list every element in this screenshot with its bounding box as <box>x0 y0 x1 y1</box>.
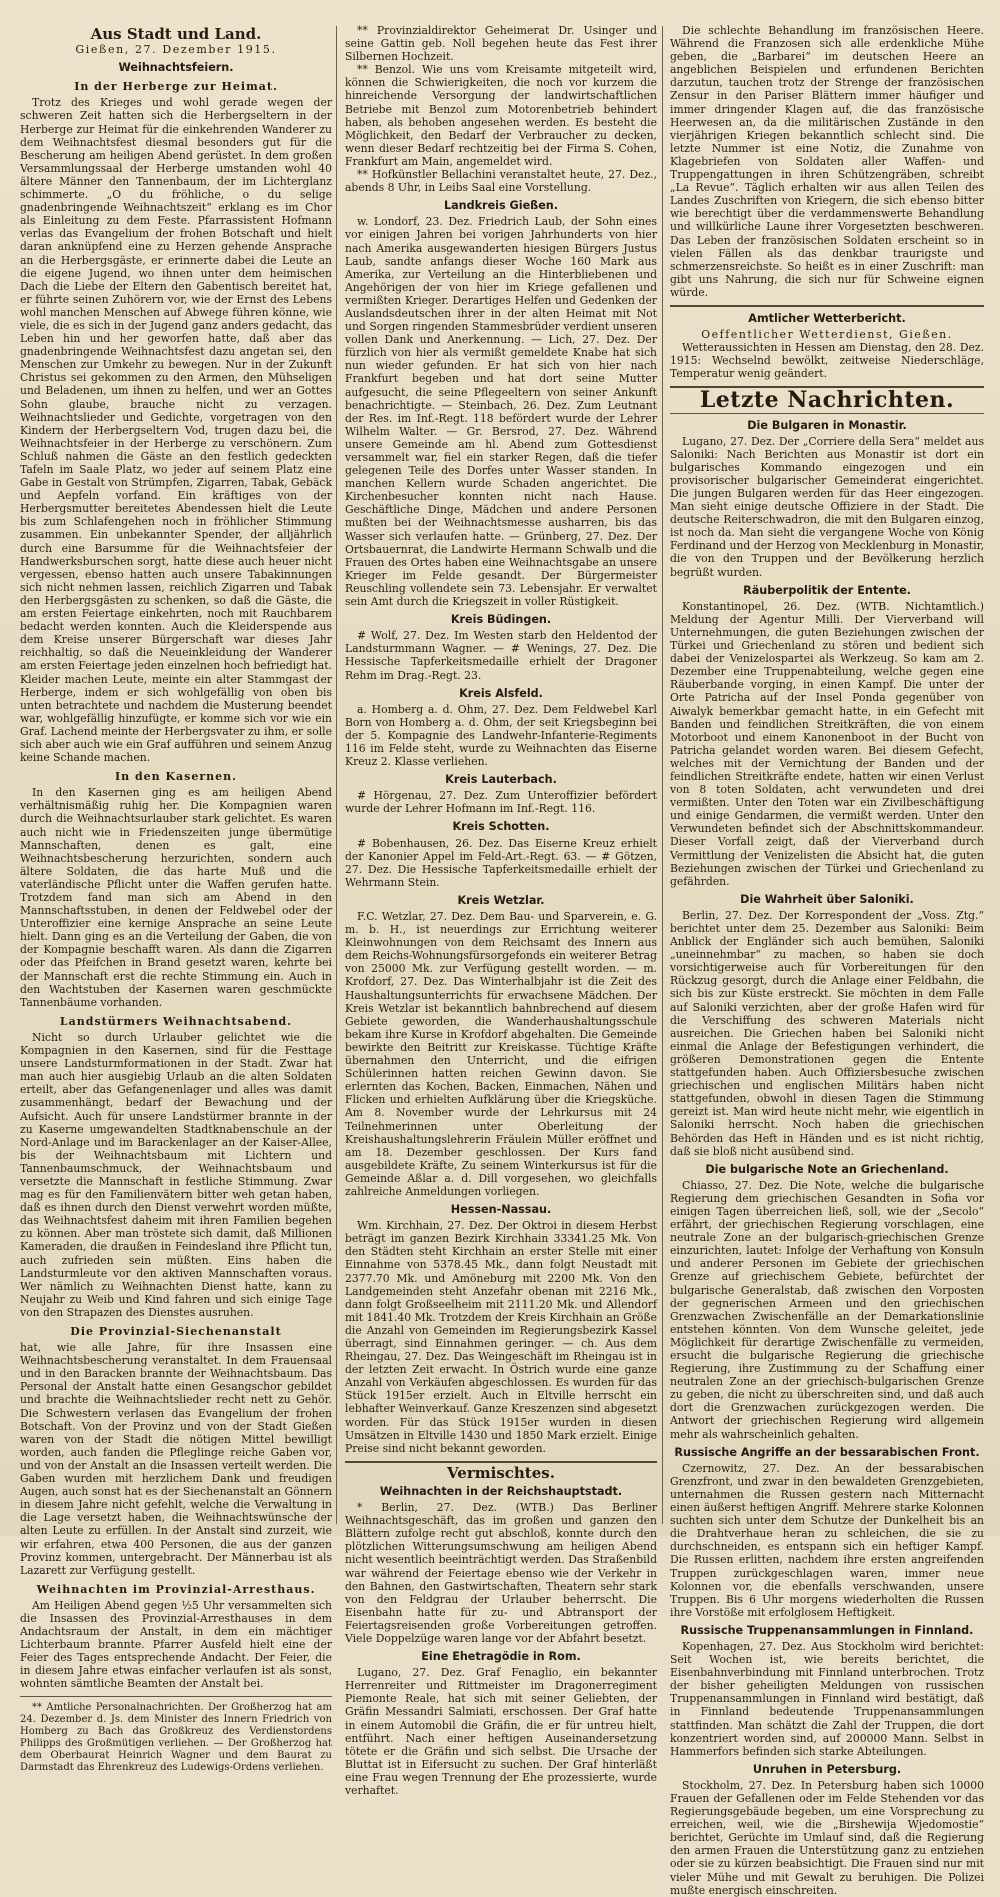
article-body: Stockholm, 27. Dez. In Petersburg haben sich 10000 Frauen der Gefallenen oder im Felde Stehenden vor das Regierungsgebäude begeben, um eine Vorsprechung zu erreichen, weil, wie die „Birshewija Wjedomostie“ berichtet, Gerüchte im Umlauf sind, daß die Regierung den armen Frauen die Unterstützung ganz zu entziehen oder sie zu kürzen beabsichtigt. Die Frauen sind nur mit vieler Mühe und mit Gewalt zu beruhigen. Die Polizei mußte energisch einschreiten. <box>670 1778 984 1897</box>
article-body: hat, wie alle Jahre, für ihre Insassen eine Weihnachtsbescherung veranstaltet. In dem Frauensaal und in den Baracken brannte der Weihnachtsbaum. Das Personal der Anstalt hatte einen Gesangschor gebildet und brachte die Weihnachtslieder recht nett zu Gehör. Die Schwestern verlasen das Evangelium der frohen Botschaft. Von der Provinz und von der Stadt Gießen waren von der Stadt die nötigen Mittel bewilligt worden, auch fanden die Pfleglinge reiche Gaben vor, und von der Anstalt an die Insassen verteilt werden. Die Gaben wurden mit herzlichem Dank und freudigen Augen, auch sonst hat es der Siechenanstalt an Gönnern in diesem Jahre nicht gefehlt, welche die Verwaltung in die Lage versetzt haben, die Weihnachtswünsche der alten Leute zu erfüllen. In der Anstalt sind zurzeit, wie wir erfahren, etwa 400 Personen, die aus der ganzen Provinz kommen, untergebracht. Der Männerbau ist als Lazarett zur Verfügung gestellt. <box>20 1341 332 1577</box>
article-body: # Hörgenau, 27. Dez. Zum Unteroffizier befördert wurde der Lehrer Hofmann im Inf.-Regt. 116. <box>345 789 657 816</box>
news-item: ** Provinzialdirektor Geheimerat Dr. Usinger und seine Gattin geb. Noll begehen heute das Fest ihrer Silbernen Hochzeit. <box>345 24 657 64</box>
section-heading: Vermischtes. <box>447 1463 555 1482</box>
article-body: a. Homberg a. d. Ohm, 27. Dez. Dem Feldwebel Karl Born von Homberg a. d. Ohm, der seit Kriegsbeginn bei der 5. Kompagnie des Landwehr-Infanterie-Regiments 116 im Felde steht, wurde zu Weihnachten das Eiserne Kreuz 2. Klasse verliehen. <box>345 702 657 769</box>
article-heading: Eine Ehetragödie in Rom. <box>421 1650 581 1664</box>
district-heading: Kreis Alsfeld. <box>459 686 543 700</box>
column-2 <box>345 24 657 1797</box>
article-heading: Unruhen in Petersburg. <box>752 1762 902 1776</box>
divider <box>670 305 984 307</box>
news-item: ** Hofkünstler Bellachini veranstaltet heute, 27. Dez., abends 8 Uhr, in Leibs Saal eine Vorstellung. <box>345 168 657 195</box>
article-heading: Die Provinzial-Siechenanstalt <box>70 1325 282 1338</box>
article-body: Lugano, 27. Dez. Der „Corriere della Sera“ meldet aus Saloniki: Nach Berichten aus Monastir ist dort ein bulgarisches Kommando eingezogen und ein provisorischer bulgarischer Gemeinderat eingerichtet. Die jungen Bulgaren werden für das Heer eingezogen. Man sieht einige deutsche Offiziere in der Stadt. Die deutsche Reiterschwadron, die mit den Bulgaren einzog, ist noch da. Man sieht die vergangene Woche von König Ferdinand und der Herzog von Mecklenburg in Monastir, die von den Truppen und der Bevölkerung herzlich begrüßt wurden. <box>670 434 984 579</box>
district-heading: Landkreis Gießen. <box>443 199 559 213</box>
article-heading: In den Kasernen. <box>115 770 237 784</box>
article-heading: Die bulgarische Note an Griechenland. <box>705 1162 949 1176</box>
article-body: # Bobenhausen, 26. Dez. Das Eiserne Kreuz erhielt der Kanonier Appel im Feld-Art.-Regt. 63. — # Götzen, 27. Dez. Die Hessische Tapferkeitsmedaille erhielt der Wehrmann Stein. <box>345 836 657 889</box>
divider <box>345 1461 657 1463</box>
district-heading: Kreis Büdingen. <box>450 613 552 627</box>
column-3 <box>670 24 984 1897</box>
article-body: Chiasso, 27. Dez. Die Note, welche die bulgarische Regierung dem griechischen Gesandten in Sofia vor einigen Tagen überreichen ließ, soll, wie der „Secolo“ erfährt, der griechischen Regierung vorschlagen, eine neutrale Zone an der bulgarisch-griechischen Grenze einzurichten, lautet: Infolge der Verhaftung von Konsuln und anderer Personen im Gebiete der griechischen Grenze auf griechischem Gebiete, befürchtet der bulgarische Generalstab, daß zwischen den Vorposten der gegnerischen Armeen und den griechischen Grenzwachen Zwischenfälle an der Demarkationslinie entstehen könnten. Von dem Wunsche geleitet, jede Möglichkeit für derartige Zwischenfälle zu vermeiden, ersucht die bulgarische Regierung die griechische Regierung, ihre Zustimmung zu der Schaffung einer neutralen Zone an der griechisch-bulgarischen Grenze zu geben, die nicht zu überschreiten sind, und daß auch dort die Grenzwachen zurückgezogen werden. Die Antwort der griechischen Regierung wird allgemein mehr als wahrscheinlich gehalten. <box>670 1178 984 1441</box>
weather-subtitle: Oeffentlicher Wetterdienst, Gießen. <box>701 328 953 342</box>
dateline: Gießen, 27. Dezember 1915. <box>75 43 277 57</box>
personal-news: ** Amtliche Personalnachrichten. Der Großherzog hat am 24. Dezember d. Js. dem Minister des Innern Friedrich von Homberg zu Bach das Großkreuz des Verdienstordens Philipps des Großmütigen verliehen. — Der Großherzog hat dem Oberbaurat Heinrich Wagner und dem Baurat zu Darmstadt das Ehrenkreuz des Ludewigs-Ordens verliehen. <box>20 1701 332 1773</box>
article-body: * Berlin, 27. Dez. (WTB.) Das Berliner Weihnachtsgeschäft, das im großen und ganzen den Blättern zufolge recht gut abschloß, konnte durch den plötzlichen Witterungsumschwung am heiligen Abend nicht wesentlich beeinträchtigt werden. Das Straßenbild war während der Feiertage ebenso wie der Verkehr in den Bahnen, den Gastwirtschaften, Theatern sehr stark von den Feldgrau der Urlauber beherrscht. Die Eisenbahn hatte für zu- und Abtransport der Feiertagsreisenden große Vorbereitungen getroffen. Viele Doppelzüge waren lange vor der Abfahrt besetzt. <box>345 1501 657 1645</box>
district-heading: Kreis Schotten. <box>452 820 550 834</box>
article-body: Trotz des Krieges und wohl gerade wegen der schweren Zeit hatten sich die Herbergseltern in der Herberge zur Heimat für die einkehrenden Wanderer zu dem Weihnachtsfest diesmal besonders gut für die Bescherung am heiligen Abend gerüstet. In dem großen Versammlungssaal der Herberge umstanden wohl 40 ältere Männer den Tannenbaum, der im Lichterglanz schimmerte. „O du fröhliche, o du selige gnadenbringende Weihnachtszeit“ erklang es im Chor als Einleitung zu dem Feste. Pfarrassistent Hofmann verlas das Evangelium der frohen Botschaft und hielt daran anknüpfend eine zu Herzen gehende Ansprache an die Herbergsgäste, er erinnerte dabei die Leute an die eigene Jugend, wo ihnen unter dem heimischen Dach die Liebe der Eltern den Gabentisch bereitet hat, er führte seinen Zuhörern vor, wie der Ernst des Lebens wohl manchen Menschen auf Abwege führen könne, wie viele, die es sich in der Jugend ganz anders gedacht, das Leben hin und her geworfen hatte, daß aber das gnadenbringende Weihnachtsfest dazu angetan sei, den Menschen zur Umkehr zu bewegen. Nur in der Zukunft Christus sei gekommen zu den Armen, den Mühseligen und Beladenen, um ihnen zu helfen, und wer an Gottes Sohn glaube, brauche nicht zu verzagen. Weihnachtslieder und Gedichte, vorgetragen von den Kindern der Herbergseltern Vod, trugen dazu bei, die Weihnachtsfeier in der Herberge zu verschönern. Zum Schluß nahmen die Gäste an den festlich gedeckten Tafeln im Saale Platz, wo jeder auf seinem Platz eine Gabe in Gestalt von Strümpfen, Zigarren, Tabak, Gebäck und Aepfeln vorfand. Ein kräftiges von der Herbergsmutter bereitetes Abendessen hielt die Leute bis zum Schlafengehen noch in fröhlicher Stimmung zusammen. Ein unbekannter Spender, der alljährlich durch eine Barsumme für die Weihnachtsfeier der Handwerksburschen sorgt, hatte diese auch heuer nicht vergessen, ebenso hatten auch unsere Tabakinnungen sich nicht nehmen lassen, reichlich Zigarren und Tabak den Herbergsgästen zu schenken, so daß die Gäste, die am ersten Feiertage einkehrten, noch mit Rauchbarem bedacht werden konnten. Auch die Kleiderspende aus dem Kreise unserer Bürgerschaft war dieses Jahr reichhaltig, so daß die Neueinkleidung der Wanderer am ersten Feiertage jeden einzelnen hoch befriedigt hat. Kleider machen Leute, meinte ein alter Stammgast der Herberge, indem er sich wohlgefällig von oben bis unten betrachtete und nachdem die Musterung beendet war, wohlgefällig hinzufügte, er komme sich vor wie ein Graf. Lachend meinte der Herbergsvater zu ihm, er solle sich aber auch wie ein Graf aufführen und seinem Anzug keine Schande machen. <box>20 96 332 765</box>
article-body: Berlin, 27. Dez. Der Korrespondent der „Voss. Ztg.“ berichtet unter dem 25. Dezember aus Saloniki: Beim Anblick der Engländer sich auch bemühen, Saloniki „uneinnehmbar“ zu machen, so haben sie doch vorsichtigerweise auch für Vorbereitungen für den Rückzug gesorgt, durch die Anlage einer Feldbahn, die sich bis zur Küste erstreckt. Sie möchten in dem Falle auf Saloniki verzichten, aber der große Hafen wird für die Verschiffung des schweren Materials nicht ausreichen. Die Griechen haben bei Saloniki nicht einmal die Anlage der Befestigungen verhindert, die größeren Demonstrationen gegen die Entente stattgefunden haben. Auch Offiziersbesuche zwischen griechischen und englischen Militärs haben nicht stattgefunden, obwohl in diesen Tagen die Stimmung gereizt ist. Man wird heute nicht mehr, wie eigentlich in Saloniki herrscht. Noch haben die griechischen Behörden das Heft in Händen und es ist nicht richtig, daß sie bloß nicht ausübend sind. <box>670 908 984 1158</box>
article-body: Nicht so durch Urlauber gelichtet wie die Kompagnien in den Kasernen, sind für die Festtage unsere Landsturmformationen in der Stadt. Zwar hat man auch hier ausgiebig Urlaub an die alten Soldaten erteilt, aber das Gefangenenlager und alles was damit zusammenhängt, bedarf der Bewachung und der Aufsicht. Auch für unsere Landstürmer brannte in der zu Kaserne umgewandelten Stadtknabenschule an der Nord-Anlage und im Barackenlager an der Kaiser-Allee, bis der Weihnachtsbaum mit Lichtern und Tannenbaumschmuck, der Weihnachtsbaum und versetzte die Mannschaft in festliche Stimmung. Zwar mag es für den Familienvätern bitter weh getan haben, daß es ihnen durch den Dienst verwehrt worden müßte, das Weihnachtsfest daheim mit ihren Familien begehen zu können. Aber man tröstete sich damit, daß Millionen Kameraden, die draußen in Feindesland ihre Pflicht tun, auch zufrieden sein müßten. Eins haben die Landsturmleute vor den aktiven Mannschaften voraus. Wer nämlich zu Weihnachten Dienst hatte, kann zu Neujahr zu Weib und Kind fahren und sich einige Tage von den Strapazen des Dienstes ausruhen. <box>20 1030 332 1319</box>
article-body: Konstantinopel, 26. Dez. (WTB. Nichtamtlich.) Meldung der Agentur Milli. Der Vierverband will Unternehmungen, die guten Beziehungen zwischen der Türkei und Griechenland zu stören und bedient sich dabei der Venizelospartei als Werkzeug. So kam am 2. Dezember eine Truppenabteilung, welche gegen eine Räuberbande vorging, in einen Kampf. Die unter der Orte Patricha auf der Insel Ponda gegenüber von Aiwalyk bemerkbar gemacht hatte, in ein Gefecht mit Banden und feindlichen Streitkräften, die von einem Motorboot und einem Kanonenboot in der Bucht von Patricha gelandet worden waren. Bei diesem Gefecht, welches mit der Vernichtung der Banden und der feindlichen Streitkräfte endete, hatten wir einen Verlust von 8 toten Soldaten, acht verwundeten und drei vermißten. Unter den Toten war ein Zivilbeschäftigung und einige Gendarmen, die vermißt werden. Unter den Verwundeten befindet sich der Abschnittskommandeur. Dieser Vorfall zeigt, daß der Vierverband durch Vermittlung der Venizelisten die Absicht hat, die guten Beziehungen zwischen der Türkei und Griechenland zu gefährden. <box>670 599 984 888</box>
article-body: In den Kasernen ging es am heiligen Abend verhältnismäßig ruhig her. Die Kompagnien waren durch die Weihnachtsurlauber stark gelichtet. Es waren auch nicht wie in Friedenszeiten junge übermütige Mannschaften, denen es galt, eine Weihnachtsbescherung herzurichten, sondern auch ältere Soldaten, die das harte Muß und die vaterländische Pflicht unter die Waffen gerufen hatte. Trotzdem fand man sich am Abend in den Mannschaftsstuben, in denen der Feldwebel oder der Unteroffizier eine kernige Ansprache an seine Leute hielt. Dann ging es an die Verteilung der Gaben, die von der Kompagnie beschafft waren. Als dann die Zigarren oder das Pfeifchen in Brand gesetzt waren, kehrte bei der Mannschaft erst die rechte Stimmung ein. Auch in den Wachtstuben der Kasernen waren geschmückte Tannenbäume vorhanden. <box>20 786 332 1009</box>
article-body: Kopenhagen, 27. Dez. Aus Stockholm wird berichtet: Seit Wochen ist, wie bereits berichtet, die Eisenbahnverbindung mit Finnland unterbrochen. Trotz der bisher geheiligten Meldungen von russischen Truppenansammlungen in Finnland wird bestätigt, daß in Finnland bedeutende Truppenansammlungen stattfinden. Man schätzt die Zahl der Truppen, die dort konzentriert worden sind, auf 200000 Mann. Selbst in Hammerfors befinden sich starke Abteilungen. <box>670 1639 984 1758</box>
article-heading: Landstürmers Weihnachtsabend. <box>59 1014 293 1028</box>
district-heading: Kreis Lauterbach. <box>445 773 557 787</box>
news-item: ** Benzol. Wie uns vom Kreisamte mitgeteilt wird, können die Schwierigkeiten, die noch vor kurzem die hinreichende Versorgung der landwirtschaftlichen Betriebe mit Benzol zum Motorenbetrieb behindert haben, als behoben angesehen werden. Es besteht die Möglichkeit, den Bedarf der Verbraucher zu decken, wenn dieser Bedarf rechtzeitig bei der Firma S. Cohen, Frankfurt am Main, angemeldet wird. <box>345 63 657 168</box>
weather-text: Wetteraussichten in Hessen am Dienstag, den 28. Dez. 1915: Wechselnd bewölkt, zeitweise Niederschläge, Temperatur wenig geändert. <box>670 341 984 381</box>
article-heading: Die Wahrheit über Saloniki. <box>740 892 914 906</box>
article-body: Czernowitz, 27. Dez. An der bessarabischen Grenzfront, und zwar in den bewaldeten Grenzgebieten, unternahmen die Russen gestern nach Mitternacht einen äußerst heftigen Angriff. Mehrere starke Kolonnen suchten sich unter dem Schutze der Dunkelheit bis an die Drahtverhaue heran zu schleichen, die sie zu durchschneiden, es entspann sich ein heftiger Kampf. Die Russen erlitten, nachdem ihre ersten angreifenden Truppen zurückgeschlagen waren, immer neue Kolonnen vor, die ebenfalls verschwanden, unsere Truppen. Bis 6 Uhr morgens wiederholten die Russen ihre Vorstöße mit erfolglosem Heftigkeit. <box>670 1461 984 1619</box>
article-body: w. Londorf, 23. Dez. Friedrich Laub, der Sohn eines vor einigen Jahren bei vorigen Jahrhunderts von hier nach Amerika ausgewanderten hiesigen Bürgers Justus Laub, sandte anfangs dieser Woche 160 Mark aus Amerika, zur Verteilung an die Hinterbliebenen und Angehörigen der von hier im Kriege gefallenen und vermißten Krieger. Derartiges Helfen und Gedenken der Auslandsdeutschen ihrer in der alten Heimat mit Not und Sorgen ringenden Stammesbrüder verdient unseren vollen Dank und Anerkennung. — Lich, 27. Dez. Der fürzlich von hier als vermißt gemeldete Knabe hat sich nun wieder gefunden. Er hat sich von hier nach Frankfurt begeben und hat dort seine Mutter aufgesucht, die seine Pflegeeltern von seiner Ankunft benachrichtigte. — Steinbach, 26. Dez. Zum Leutnant der Res. im Inf.-Regt. 118 befördert wurde der Lehrer Wilhelm Walter. — Gr. Bersrod, 27. Dez. Während unsere Gemeinde am hl. Abend zum Gottesdienst versammelt war, fiel ein starker Regen, daß die tiefer gelegenen Teile des Dorfes unter Wasser standen. In manchen Kellern wurde Schaden angerichtet. Die Kirchenbesucher konnten nicht nach Hause. Geschäftliche Dinge, Mädchen und andere Personen mußten bei der Weihnachtsmesse ausharren, bis das Wasser sich verlaufen hatte. — Grünberg, 27. Dez. Der Ortsbauernrat, die Landwirte Hermann Schwalb und die Frauen des Ortes haben eine Weihnachtsgabe an unsere Krieger im Felde gesandt. Der Bürgermeister Reuschling vollendete sein 73. Lebensjahr. Er verwaltet sein Amt durch die Kriegszeit in voller Rüstigkeit. <box>345 215 657 609</box>
district-heading: Kreis Wetzlar. <box>457 893 545 907</box>
article-body: Lugano, 27. Dez. Graf Fenaglio, ein bekannter Herrenreiter und Rittmeister im Dragonerregiment Piemonte Reale, hat sich mit seiner Geliebten, der Gräfin Messandri Salmiati, erschossen. Der Graf hatte in einem Automobil die Gräfin, die er für untreu hielt, entführt. Nach einer heftigen Auseinandersetzung tötete er die Gräfin und sich selbst. Die Ursache der Bluttat ist in Eifersucht zu suchen. Der Graf hinterläßt eine Frau wegen Trennung der Ehe prozessierte, wurde verhaftet. <box>345 1666 657 1797</box>
article-heading: Räuberpolitik der Entente. <box>743 583 911 597</box>
district-heading: Hessen-Nassau. <box>450 1203 552 1217</box>
article-heading: Die Bulgaren in Monastir. <box>747 418 907 432</box>
article-body: Wm. Kirchhain, 27. Dez. Der Oktroi in diesem Herbst beträgt im ganzen Bezirk Kirchhain 33341.25 Mk. Von den Städten steht Kirchhain an erster Stelle mit einer Einnahme von 5378.45 Mk., dann folgt Neustadt mit 2377.70 Mk. und Amöneburg mit 2200 Mk. Von den Landgemeinden steht Anzefahr obenan mit 2216 Mk., dann folgt Großseelheim mit 2111.20 Mk. und Allendorf mit 1841.40 Mk. Trotzdem der Kreis Kirchhain an Größe die Anzahl von Gemeinden im Regierungsbezirk Kassel überragt, sind Einnahmen geringer. — ch. Aus dem Rheingau, 27. Dez. Das Weingeschäft im Rheingau ist in der letzten Zeit erwacht. In Östrich wurde eine ganze Anzahl von Verkäufen abgeschlossen. Es wurden für das Stück 1915er erzielt. Auch in Eltville herrscht ein lebhafter Weinverkauf. Ganze Kreszenzen sind abgesetzt worden. Für das Stück 1915er wurden in diesen Umsätzen in Eltville 1430 und 1850 Mark erzielt. Einige Preise sind nicht bekannt geworden. <box>345 1219 657 1455</box>
column-divider <box>662 26 663 1524</box>
article-body: # Wolf, 27. Dez. Im Westen starb den Heldentod der Landsturmmann Wagner. — # Wenings, 27. Dez. Die Hessische Tapferkeitsmedaille erhielt der Dragoner Rehm im Drag.-Regt. 23. <box>345 629 657 682</box>
article-body: Am Heiligen Abend gegen ½5 Uhr versammelten sich die Insassen des Provinzial-Arresthauses in dem Andachtsraum der Anstalt, in dem ein mächtiger Lichterbaum brannte. Pfarrer Ausfeld hielt eine der Feier des Tages entsprechende Andacht. Der Feier, die in diesem Jahre etwas einfacher verlaufen ist als sonst, wohnten sämtliche Beamten der Anstalt bei. <box>20 1598 332 1691</box>
article-heading: In der Herberge zur Heimat. <box>74 80 278 94</box>
page-title: Aus Stadt und Land. <box>90 25 262 43</box>
section-heading: Weihnachtsfeiern. <box>118 61 234 75</box>
weather-title: Amtlicher Wetterbericht. <box>748 311 906 325</box>
article-body: Die schlechte Behandlung im französischen Heere. Während die Franzosen sich alle erdenkliche Mühe geben, die „Barbarei“ im deutschen Heere an angeblichen Beispielen und erfundenen Berichten darzutun, tauchen trotz der Strenge der französischen Zensur in den Pariser Blättern immer häufiger und immer dringender Klagen auf, die das französische Heerwesen an, da die militärischen Zustände in den vierjährigen Kriegen bekanntlich schlecht sind. Die letzte Nummer ist eine Notiz, die Zunahme von Klagebriefen von Soldaten aller Waffen- und Truppengattungen in ihren Schützengräben, schreibt „La Revue“. Täglich erhalten wir aus allen Teilen des Landes Zuschriften von Kriegern, die sich ebenso bitter wie berechtigt über die verdammenswerte Behandlung und willkürliche Laune ihrer Vorgesetzten beschweren. Das Leben der französischen Soldaten erscheint so in vielen Fällen als das denkbar traurigste und schmerzensreichste. So heißt es in einer Zuschrift: man gibt uns Nahrung, die sich nur für Schweine eignen würde. <box>670 24 984 299</box>
latest-news-title: Letzte Nachrichten. <box>699 387 955 414</box>
column-divider <box>336 26 337 1524</box>
article-heading: Weihnachten im Provinzial-Arresthaus. <box>36 1582 316 1596</box>
article-body: F.C. Wetzlar, 27. Dez. Dem Bau- und Sparverein, e. G. m. b. H., ist neuerdings zur Errichtung weiterer Kleinwohnungen von dem Reichsamt des Innern aus dem Reichs-Wohnungsfürsorgefonds ein weiterer Betrag von 25000 Mk. zur Verfügung gestellt worden. — m. Krofdorf, 27. Dez. Das Winterhalbjahr ist die Zeit des Haushaltungsunterrichts für erwachsene Mädchen. Der Kreis Wetzlar ist bekanntlich bahnbrechend auf diesem Gebiete geworden, die Wanderhaushaltungsschule bekam ihre Kurse in Krofdorf abgehalten. Die Gemeinde bewirkte den Beitritt zur Kreiskasse. Tüchtige Kräfte übernahmen den Unterricht, und die eifrigen Schülerinnen hatten reichen Gewinn davon. Sie erlernten das Kochen, Backen, Einmachen, Nähen und Flicken und erhielten Aufklärung über die Kriegsküche. Am 8. November wurde der Lehrkursus mit 24 Teilnehmerinnen unter Oberleitung der Kreishaushaltungslehrerin Fräulein Müller eröffnet und am 18. Dezember geschlossen. Der Kurs fand ausgebildete Kräfte, Zu seinem Winterkursus ist für die Gemeinde Aßlar a. d. Dill vorgesehen, wo gleichfalls zahlreiche Anmeldungen vorliegen. <box>345 910 657 1198</box>
article-heading: Weihnachten in der Reichshauptstadt. <box>379 1484 623 1498</box>
article-heading: Russische Truppenansammlungen in Finnland. <box>680 1623 974 1637</box>
article-heading: Russische Angriffe an der bessarabischen Front. <box>674 1445 980 1459</box>
column-1 <box>20 24 332 1773</box>
divider <box>20 1696 332 1697</box>
